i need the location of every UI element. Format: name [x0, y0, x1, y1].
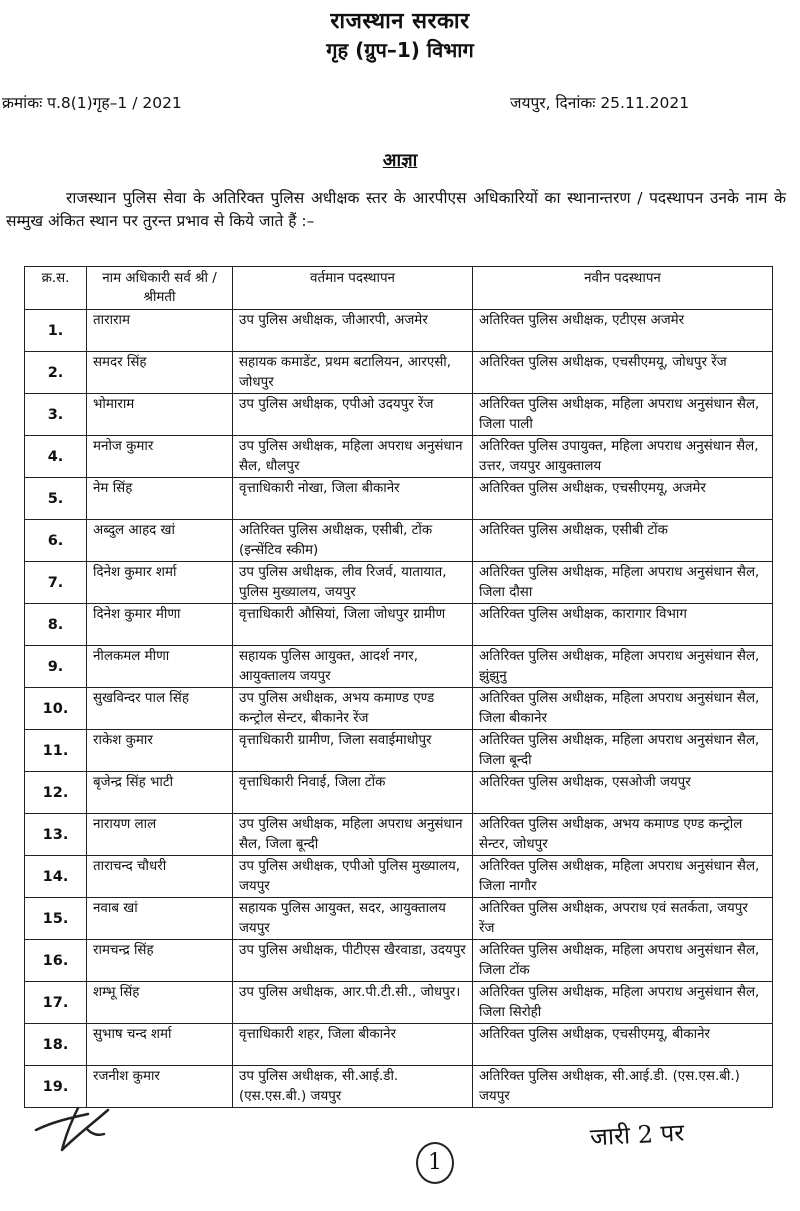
current-posting-cell: वृत्ताधिकारी नोखा, जिला बीकानेर: [233, 478, 473, 520]
current-posting-cell: उप पुलिस अधीक्षक, अभय कमाण्ड एण्ड कन्ट्रोल सेन्टर, बीकानेर रेंज: [233, 688, 473, 730]
serial-cell: 16.: [25, 940, 87, 982]
table-row: [25, 940, 773, 982]
new-posting-cell: अतिरिक्त पुलिस अधीक्षक, महिला अपराध अनुसंधान सैल, जिला बीकानेर: [473, 688, 773, 730]
new-posting-cell: अतिरिक्त पुलिस अधीक्षक, अपराध एवं सतर्कता, जयपुर रेंज: [473, 898, 773, 940]
new-posting-cell: अतिरिक्त पुलिस अधीक्षक, एसओजी जयपुर: [473, 772, 773, 814]
serial-cell: 3.: [25, 394, 87, 436]
order-title: आज्ञा: [382, 150, 418, 171]
new-posting-cell: अतिरिक्त पुलिस अधीक्षक, सी.आई.डी. (एस.एस.बी.) जयपुर: [473, 1066, 773, 1108]
table-row: [25, 394, 773, 436]
department-title: गृह (ग्रुप–1) विभाग: [326, 38, 474, 62]
current-posting-cell: उप पुलिस अधीक्षक, पीटीएस खैरवाडा, उदयपुर: [233, 940, 473, 982]
table-row: [25, 1066, 773, 1108]
officer-name-cell: नारायण लाल: [87, 814, 233, 856]
officer-name-cell: दिनेश कुमार शर्मा: [87, 562, 233, 604]
page-number: 1: [416, 1142, 454, 1184]
serial-cell: 14.: [25, 856, 87, 898]
serial-cell: 1.: [25, 310, 87, 352]
serial-cell: 6.: [25, 520, 87, 562]
current-posting-cell: सहायक कमाडेंट, प्रथम बटालियन, आरएसी, जोधपुर: [233, 352, 473, 394]
header-current-posting: वर्तमान पदस्थापन: [233, 267, 473, 310]
serial-cell: 18.: [25, 1024, 87, 1066]
officer-name-cell: रजनीश कुमार: [87, 1066, 233, 1108]
table-body: [25, 310, 773, 1108]
new-posting-cell: अतिरिक्त पुलिस अधीक्षक, महिला अपराध अनुसंधान सैल, जिला नागौर: [473, 856, 773, 898]
serial-cell: 9.: [25, 646, 87, 688]
officer-name-cell: शम्भू सिंह: [87, 982, 233, 1024]
serial-cell: 15.: [25, 898, 87, 940]
current-posting-cell: उप पुलिस अधीक्षक, एपीओ उदयपुर रेंज: [233, 394, 473, 436]
new-posting-cell: अतिरिक्त पुलिस अधीक्षक, एचसीएमयू, बीकानेर: [473, 1024, 773, 1066]
new-posting-cell: अतिरिक्त पुलिस अधीक्षक, एचसीएमयू, अजमेर: [473, 478, 773, 520]
officer-name-cell: नेम सिंह: [87, 478, 233, 520]
new-posting-cell: अतिरिक्त पुलिस अधीक्षक, महिला अपराध अनुसंधान सैल, जिला पाली: [473, 394, 773, 436]
serial-cell: 12.: [25, 772, 87, 814]
table-row: [25, 646, 773, 688]
new-posting-cell: अतिरिक्त पुलिस उपायुक्त, महिला अपराध अनुसंधान सैल, उत्तर, जयपुर आयुक्तालय: [473, 436, 773, 478]
officer-name-cell: रामचन्द्र सिंह: [87, 940, 233, 982]
serial-cell: 2.: [25, 352, 87, 394]
header-serial: क्र.स.: [25, 267, 87, 310]
new-posting-cell: अतिरिक्त पुलिस अधीक्षक, महिला अपराध अनुसंधान सैल, जिला सिरोही: [473, 982, 773, 1024]
officer-name-cell: समदर सिंह: [87, 352, 233, 394]
current-posting-cell: वृत्ताधिकारी औसियां, जिला जोधपुर ग्रामीण: [233, 604, 473, 646]
current-posting-cell: वृत्ताधिकारी शहर, जिला बीकानेर: [233, 1024, 473, 1066]
new-posting-cell: अतिरिक्त पुलिस अधीक्षक, एटीएस अजमेर: [473, 310, 773, 352]
officer-name-cell: भोमाराम: [87, 394, 233, 436]
place-date: जयपुर, दिनांकः 25.11.2021: [510, 94, 690, 112]
transfer-table: [24, 266, 773, 1108]
officer-name-cell: अब्दुल आहद खां: [87, 520, 233, 562]
table-row: [25, 772, 773, 814]
current-posting-cell: उप पुलिस अधीक्षक, महिला अपराध अनुसंधान सैल, जिला बून्दी: [233, 814, 473, 856]
serial-cell: 7.: [25, 562, 87, 604]
current-posting-cell: उप पुलिस अधीक्षक, एपीओ पुलिस मुख्यालय, जयपुर: [233, 856, 473, 898]
serial-cell: 17.: [25, 982, 87, 1024]
header-new-posting: नवीन पदस्थापन: [473, 267, 773, 310]
officer-name-cell: दिनेश कुमार मीणा: [87, 604, 233, 646]
table-row: [25, 478, 773, 520]
table-row: [25, 562, 773, 604]
serial-cell: 5.: [25, 478, 87, 520]
intro-paragraph: राजस्थान पुलिस सेवा के अतिरिक्त पुलिस अधीक्षक स्तर के आरपीएस अधिकारियों का स्थानान्तरण / पदस्थापन उनके नाम के सम्मुख अंकित स्थान पर तुरन्त प्रभाव से किये जाते हैं :–: [6, 189, 786, 230]
current-posting-cell: सहायक पुलिस आयुक्त, आदर्श नगर, आयुक्तालय जयपुर: [233, 646, 473, 688]
current-posting-cell: उप पुलिस अधीक्षक, महिला अपराध अनुसंधान सैल, धौलपुर: [233, 436, 473, 478]
officer-name-cell: मनोज कुमार: [87, 436, 233, 478]
current-posting-cell: वृत्ताधिकारी ग्रामीण, जिला सवाईमाधोपुर: [233, 730, 473, 772]
table-header-row: [25, 267, 773, 310]
reference-number: क्रमांकः प.8(1)गृह–1 / 2021: [2, 94, 182, 112]
new-posting-cell: अतिरिक्त पुलिस अधीक्षक, एचसीएमयू, जोधपुर रेंज: [473, 352, 773, 394]
new-posting-cell: अतिरिक्त पुलिस अधीक्षक, महिला अपराध अनुसंधान सैल, झुंझुनु: [473, 646, 773, 688]
table-row: [25, 688, 773, 730]
new-posting-cell: अतिरिक्त पुलिस अधीक्षक, अभय कमाण्ड एण्ड कन्ट्रोल सेन्टर, जोधपुर: [473, 814, 773, 856]
officer-name-cell: बृजेन्द्र सिंह भाटी: [87, 772, 233, 814]
current-posting-cell: उप पुलिस अधीक्षक, लीव रिजर्व, यातायात, पुलिस मुख्यालय, जयपुर: [233, 562, 473, 604]
new-posting-cell: अतिरिक्त पुलिस अधीक्षक, कारागार विभाग: [473, 604, 773, 646]
officer-name-cell: सुभाष चन्द शर्मा: [87, 1024, 233, 1066]
new-posting-cell: अतिरिक्त पुलिस अधीक्षक, महिला अपराध अनुसंधान सैल, जिला दौसा: [473, 562, 773, 604]
table-row: [25, 856, 773, 898]
current-posting-cell: उप पुलिस अधीक्षक, आर.पी.टी.सी., जोधपुर।: [233, 982, 473, 1024]
table-row: [25, 436, 773, 478]
continued-note: जारी 2 पर: [589, 1118, 685, 1152]
officer-name-cell: ताराचन्द चौधरी: [87, 856, 233, 898]
current-posting-cell: अतिरिक्त पुलिस अधीक्षक, एसीबी, टोंक (इन्सेंटिव स्कीम): [233, 520, 473, 562]
government-title: राजस्थान सरकार: [330, 9, 470, 34]
table-row: [25, 730, 773, 772]
table-row: [25, 814, 773, 856]
officer-name-cell: सुखविन्दर पाल सिंह: [87, 688, 233, 730]
header-name: नाम अधिकारी सर्व श्री / श्रीमती: [87, 267, 233, 310]
serial-cell: 8.: [25, 604, 87, 646]
current-posting-cell: उप पुलिस अधीक्षक, सी.आई.डी. (एस.एस.बी.) जयपुर: [233, 1066, 473, 1108]
current-posting-cell: सहायक पुलिस आयुक्त, सदर, आयुक्तालय जयपुर: [233, 898, 473, 940]
serial-cell: 10.: [25, 688, 87, 730]
table-row: [25, 352, 773, 394]
table-row: [25, 310, 773, 352]
table-row: [25, 982, 773, 1024]
serial-cell: 19.: [25, 1066, 87, 1108]
officer-name-cell: नवाब खां: [87, 898, 233, 940]
officer-name-cell: नीलकमल मीणा: [87, 646, 233, 688]
table-row: [25, 520, 773, 562]
serial-cell: 13.: [25, 814, 87, 856]
table-row: [25, 1024, 773, 1066]
table-row: [25, 604, 773, 646]
new-posting-cell: अतिरिक्त पुलिस अधीक्षक, महिला अपराध अनुसंधान सैल, जिला बून्दी: [473, 730, 773, 772]
serial-cell: 4.: [25, 436, 87, 478]
serial-cell: 11.: [25, 730, 87, 772]
current-posting-cell: उप पुलिस अधीक्षक, जीआरपी, अजमेर: [233, 310, 473, 352]
officer-name-cell: ताराराम: [87, 310, 233, 352]
new-posting-cell: अतिरिक्त पुलिस अधीक्षक, एसीबी टोंक: [473, 520, 773, 562]
signature-icon: [32, 1100, 112, 1159]
new-posting-cell: अतिरिक्त पुलिस अधीक्षक, महिला अपराध अनुसंधान सैल, जिला टोंक: [473, 940, 773, 982]
officer-name-cell: राकेश कुमार: [87, 730, 233, 772]
table-row: [25, 898, 773, 940]
current-posting-cell: वृत्ताधिकारी निवाई, जिला टोंक: [233, 772, 473, 814]
